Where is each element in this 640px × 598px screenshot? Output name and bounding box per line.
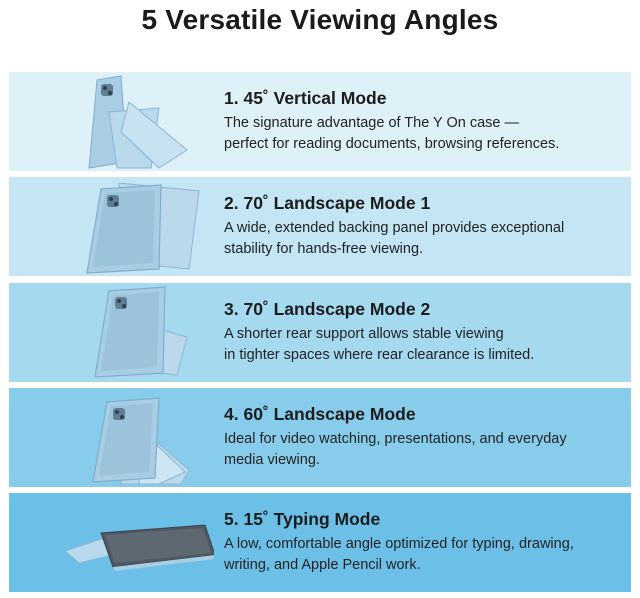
- mode-title: 3. 70˚ Landscape Mode 2: [224, 299, 431, 319]
- mode-description: [224, 113, 621, 155]
- mode-description: [224, 534, 621, 576]
- mode-description-line: A low, comfortable angle optimized for typing, drawing,: [224, 536, 574, 552]
- mode-title: 5. 15˚ Typing Mode: [224, 509, 381, 529]
- tablet-triangle-stand-icon: [9, 388, 214, 487]
- mode-card-vertical: [9, 72, 631, 171]
- tablet-landscape-short-stand-icon: [9, 283, 214, 382]
- mode-description-line: The signature advantage of The Y On case —: [224, 115, 520, 131]
- mode-description: [224, 429, 621, 471]
- mode-description-line: Ideal for video watching, presentations, and everyday: [224, 431, 567, 447]
- mode-description-line: perfect for reading documents, browsing references.: [224, 136, 560, 152]
- mode-description-line: A shorter rear support allows stable viewing: [224, 326, 504, 342]
- mode-title: 1. 45˚ Vertical Mode: [224, 88, 387, 108]
- mode-description-line: A wide, extended backing panel provides exceptional: [224, 220, 565, 236]
- mode-card-landscape-60: [9, 388, 631, 487]
- mode-description-line: stability for hands-free viewing.: [224, 241, 424, 257]
- tablet-vertical-stand-icon: [9, 72, 214, 171]
- mode-description-line: in tighter spaces where rear clearance is limited.: [224, 347, 535, 363]
- mode-title: 4. 60˚ Landscape Mode: [224, 404, 416, 424]
- mode-description: [224, 324, 621, 366]
- page-title: 5 Versatile Viewing Angles: [141, 4, 499, 35]
- mode-description-line: media viewing.: [224, 452, 320, 468]
- mode-description-line: writing, and Apple Pencil work.: [224, 557, 421, 573]
- tablet-typing-stand-icon: [9, 493, 214, 592]
- tablet-landscape-stand-icon: [9, 177, 214, 276]
- mode-card-landscape-2: [9, 283, 631, 382]
- mode-title: 2. 70˚ Landscape Mode 1: [224, 193, 431, 213]
- mode-card-landscape-1: [9, 177, 631, 276]
- mode-description: [224, 218, 621, 260]
- mode-card-typing: [9, 493, 631, 592]
